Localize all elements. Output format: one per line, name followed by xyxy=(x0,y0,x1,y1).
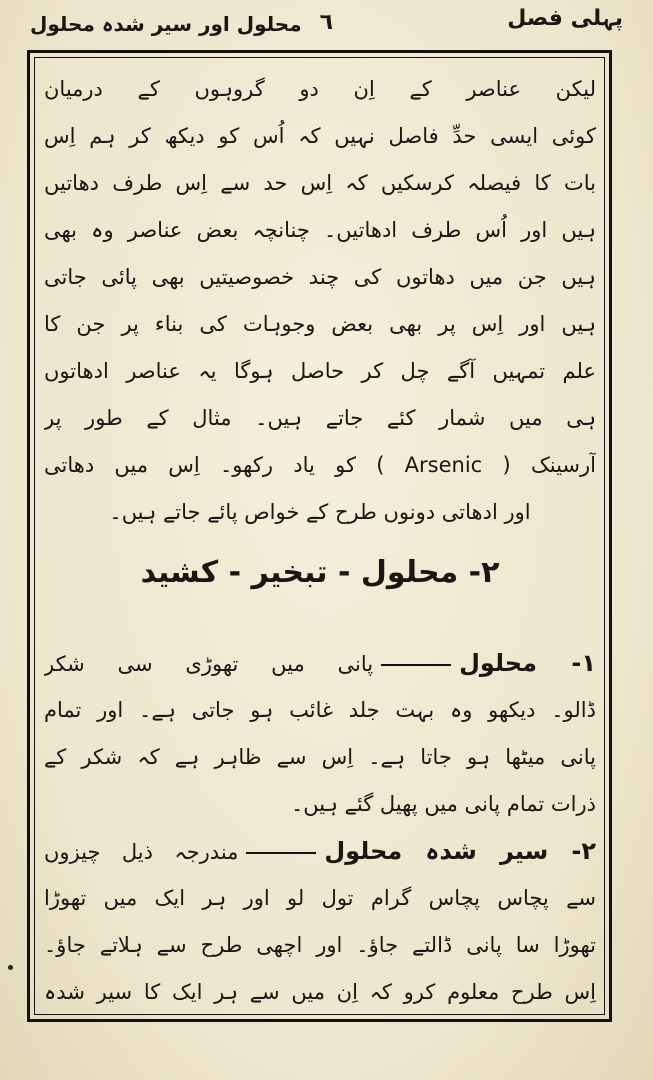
text-line: ہیں جن میں دھاتوں کی چند خصوصیتیں بھی پائی جاتی xyxy=(44,265,596,289)
text-line: ڈالو۔ دیکھو وہ بہت جلد غائب ہو جاتی ہے۔ اور تمام xyxy=(44,698,596,722)
text-line: پانی میں تھوڑی سی شکر xyxy=(44,652,374,676)
text-line: بات کا فیصلہ کرسکیں کہ اِس حد سے اِس طرف دھاتیں xyxy=(44,171,596,195)
dash-rule xyxy=(246,852,316,854)
dash-rule xyxy=(381,664,451,666)
text-line: ہی میں شمار کئے جاتے ہیں۔ مثال کے طور پر xyxy=(44,406,596,430)
text-line: آرسینک ( Arsenic ) کو یاد رکھو۔ اِس میں دھاتی xyxy=(44,453,596,477)
text-line: اِس طرح معلوم کرو کہ اِن میں سے ہر ایک کا سیر شدہ xyxy=(44,980,596,1004)
page-header xyxy=(30,4,623,44)
intro-paragraph xyxy=(44,66,596,536)
text-line: کوئی ایسی حدِّ فاصل نہیں کہ اُس کو دیکھ کر ہم اِس xyxy=(44,124,596,148)
subsection-1-label: ١- محلول xyxy=(459,649,596,677)
running-title: محلول اور سیر شدہ محلول xyxy=(30,12,302,36)
text-line: ہیں اور اُس طرف ادھاتیں۔ چنانچہ بعض عناصر وہ بھی xyxy=(44,218,596,242)
chapter-label: پہلی فصل xyxy=(507,6,623,31)
subsection-1-first-line xyxy=(44,640,596,687)
margin-dot xyxy=(8,965,13,970)
text-line: اور ادھاتی دونوں طرح کے خواص پائے جاتے ہیں۔ xyxy=(109,500,531,524)
section-body xyxy=(44,640,596,1016)
subsection-2-first-line xyxy=(44,828,596,875)
section-heading: ٢- محلول - تبخیر - کشید xyxy=(140,555,500,590)
text-line: علم تمہیں آگے چل کر حاصل ہوگا یہ عناصر ادھاتوں xyxy=(44,359,596,383)
subsection-2-label: ٢- سیر شدہ محلول xyxy=(324,837,596,865)
text-line: لیکن عناصر کے اِن دو گروہوں کے درمیان xyxy=(44,77,596,101)
text-line: تھوڑا سا پانی ڈالتے جاؤ۔ اور اچھی طرح سے ہلاتے جاؤ۔ xyxy=(44,933,596,957)
text-line: پانی میٹھا ہو جاتا ہے۔ اِس سے ظاہر ہے کہ شکر کے xyxy=(44,745,596,769)
text-line: ذرات تمام پانی میں پھیل گئے ہیں۔ xyxy=(290,792,596,816)
page-number: ٦ xyxy=(319,10,333,35)
text-line: سے پچاس پچاس گرام تول لو اور ہر ایک میں تھوڑا xyxy=(44,886,596,910)
text-line: مندرجہ ذیل چیزوں xyxy=(44,840,239,864)
text-line: ہیں اور اِس پر بھی بعض وجوہات کی بناء پر جن کا xyxy=(44,312,596,336)
